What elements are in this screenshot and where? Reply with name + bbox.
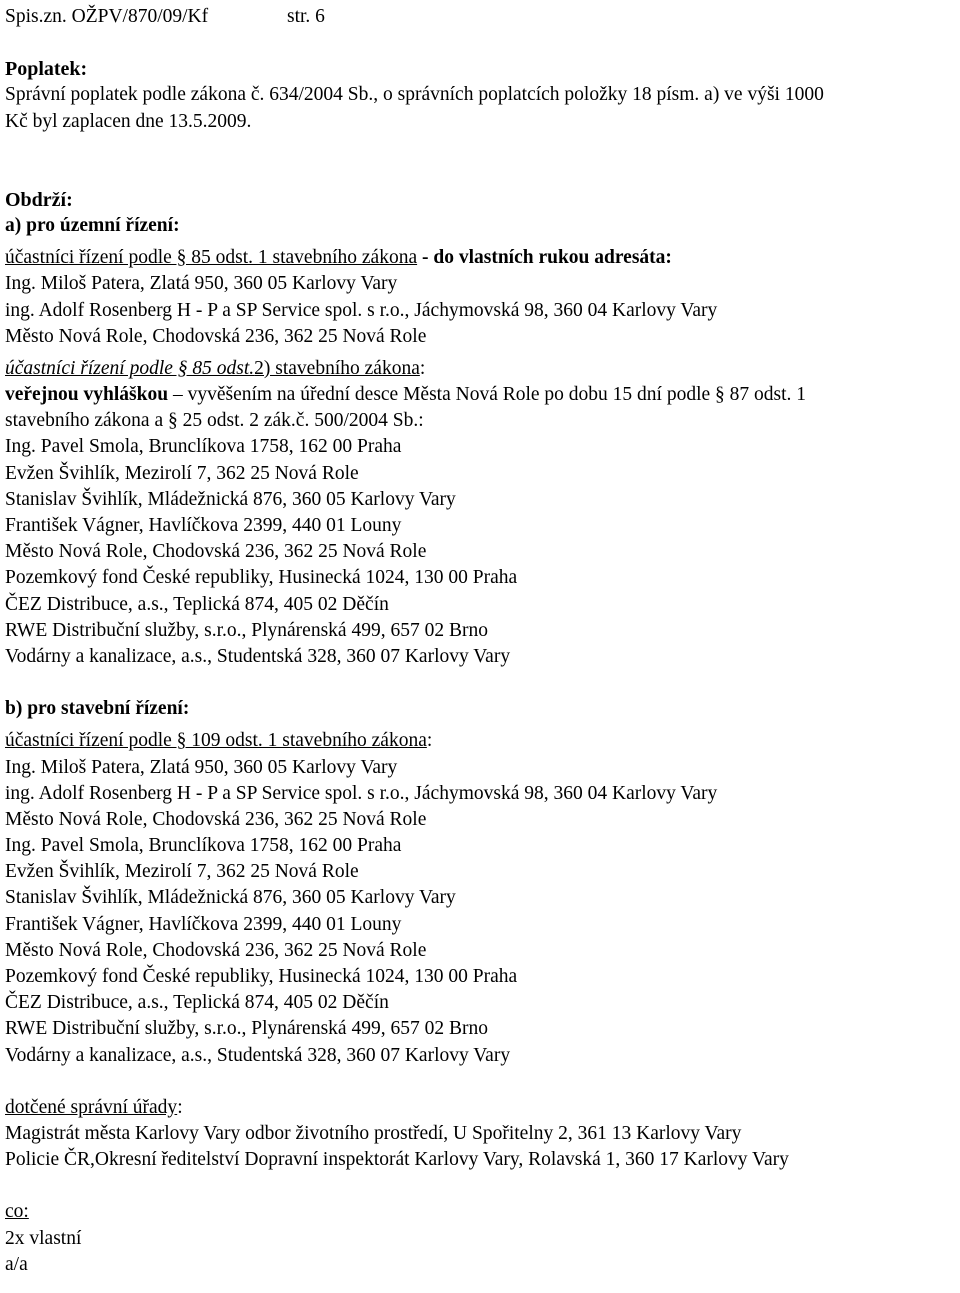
heading-underlined: 2) stavebního zákona — [254, 357, 420, 379]
heading-colon: : — [177, 1096, 183, 1118]
document-page — [5, 4, 955, 1278]
list-item: ing. Adolf Rosenberg H - P a SP Service spol. s r.o., Jáchymovská 98, 360 04 Karlovy Vary — [5, 782, 718, 804]
copy-list — [5, 1226, 955, 1278]
list-item: Město Nová Role, Chodovská 236, 362 25 Nová Role — [5, 325, 427, 347]
heading-colon: : — [419, 357, 426, 379]
heading-underlined: co: — [5, 1201, 29, 1223]
list-item: Pozemkový fond České republiky, Husinecká 1024, 130 00 Praha — [5, 966, 518, 987]
heading-underlined: dotčené správní úřady — [5, 1096, 178, 1118]
section-a-participants-85-2-list — [5, 434, 955, 670]
page-number: str. 6 — [287, 6, 325, 27]
heading-underlined: účastníci řízení podle § 85 odst. 1 stavebního zákona — [5, 247, 418, 269]
list-item: František Vágner, Havlíčkova 2399, 440 01 Louny — [5, 515, 402, 536]
list-item: Stanislav Švihlík, Mládežnická 876, 360 05 Karlovy Vary — [5, 887, 456, 909]
poplatek-heading: Poplatek: — [5, 58, 88, 81]
list-item: 2x vlastní — [5, 1227, 82, 1249]
list-item: Evžen Švihlík, Mezirolí 7, 362 25 Nová Role — [5, 861, 359, 883]
file-reference: Spis.zn. OŽPV/870/09/Kf — [5, 6, 209, 27]
list-item: ČEZ Distribuce, a.s., Teplická 874, 405 02 Děčín — [5, 593, 389, 615]
list-item: Město Nová Role, Chodovská 236, 362 25 Nová Role — [5, 939, 427, 961]
poplatek-line-2: Kč byl zaplacen dne 13.5.2009. — [5, 110, 252, 132]
obdrzi-heading: Obdrží: — [5, 188, 73, 211]
public-notice-line-1 — [5, 382, 955, 408]
section-a-participants-85-1-list — [5, 271, 955, 350]
section-b-title: b) pro stavební řízení: — [5, 698, 190, 720]
list-item: Stanislav Švihlík, Mládežnická 876, 360 05 Karlovy Vary — [5, 488, 456, 510]
list-item: Ing. Miloš Patera, Zlatá 950, 360 05 Karlovy Vary — [5, 273, 398, 295]
list-item: Ing. Pavel Smola, Brunclíkova 1758, 162 00 Praha — [5, 835, 402, 857]
public-notice-line-2: stavebního zákona a § 25 odst. 2 zák.č. 500/2004 Sb.: — [5, 410, 424, 432]
section-a-title: a) pro územní řízení: — [5, 214, 180, 236]
list-item: Vodárny a kanalizace, a.s., Studentská 328, 360 07 Karlovy Vary — [5, 645, 511, 667]
section-b-participants-heading — [5, 728, 955, 754]
heading-delivery-note: - do vlastních rukou adresáta: — [417, 247, 672, 269]
heading-colon: : — [426, 730, 433, 752]
list-item: Pozemkový fond České republiky, Husinecká 1024, 130 00 Praha — [5, 567, 518, 589]
list-item: Magistrát města Karlovy Vary odbor životního prostředí, U Spořitelny 2, 361 13 Karlovy Vary — [5, 1122, 742, 1144]
list-item: Vodárny a kanalizace, a.s., Studentská 328, 360 07 Karlovy Vary — [5, 1044, 511, 1066]
heading-underlined-italic: účastníci řízení podle § 85 odst. — [5, 357, 255, 379]
section-a-participants-85-2-heading — [5, 356, 955, 382]
list-item: ČEZ Distribuce, a.s., Teplická 874, 405 02 Děčín — [5, 992, 389, 1014]
list-item: RWE Distribuční služby, s.r.o., Plynárenská 499, 657 02 Brno — [5, 619, 488, 641]
heading-underlined: účastníci řízení podle § 109 odst. 1 stavebního zákona — [5, 730, 427, 752]
list-item: a/a — [5, 1253, 28, 1275]
section-a-participants-85-1-heading — [5, 245, 955, 271]
public-notice-text: – vyvěšením na úřední desce Města Nová Role po dobu 15 dní podle § 87 odst. 1 — [168, 384, 807, 406]
list-item: RWE Distribuční služby, s.r.o., Plynárenská 499, 657 02 Brno — [5, 1018, 488, 1040]
list-item: ing. Adolf Rosenberg H - P a SP Service spol. s r.o., Jáchymovská 98, 360 04 Karlovy Vary — [5, 299, 718, 321]
list-item: Evžen Švihlík, Mezirolí 7, 362 25 Nová Role — [5, 462, 359, 484]
list-item: Policie ČR,Okresní ředitelství Dopravní inspektorát Karlovy Vary, Rolavská 1, 360 17 Karlovy Vary — [5, 1149, 789, 1171]
list-item: Město Nová Role, Chodovská 236, 362 25 Nová Role — [5, 808, 427, 830]
page-header — [5, 4, 955, 30]
authorities-heading — [5, 1095, 955, 1121]
poplatek-line-1: Správní poplatek podle zákona č. 634/2004 Sb., o správních poplatcích položky 18 písm. a) ve výši 1000 — [5, 84, 824, 106]
list-item: Ing. Miloš Patera, Zlatá 950, 360 05 Karlovy Vary — [5, 756, 398, 778]
list-item: František Vágner, Havlíčkova 2399, 440 01 Louny — [5, 913, 402, 935]
list-item: Město Nová Role, Chodovská 236, 362 25 Nová Role — [5, 541, 427, 563]
public-notice-bold: veřejnou vyhláškou — [5, 384, 169, 406]
authorities-list — [5, 1121, 955, 1173]
list-item: Ing. Pavel Smola, Brunclíkova 1758, 162 00 Praha — [5, 436, 402, 458]
copy-heading — [5, 1199, 955, 1225]
section-b-participants-list — [5, 755, 955, 1069]
